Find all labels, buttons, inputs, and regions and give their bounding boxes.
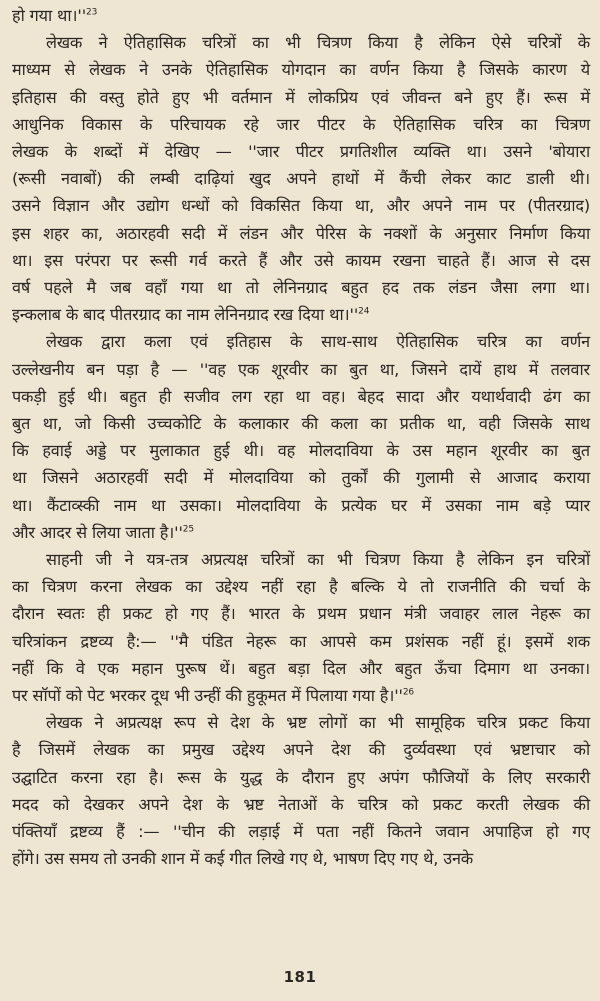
text-line: नहीं कि वे एक महान पुरूष थें। बहुत बड़ा दिल और बहुत ऊँचा दिमाग था उनका। bbox=[12, 658, 590, 678]
footnote-marker: 24 bbox=[358, 306, 370, 317]
text-line: इतिहास की वस्तु होते हुए भी वर्तमान में लोकप्रिय एवं जीवन्त बने हुए हैं। रूस में bbox=[12, 87, 590, 107]
text-line: लेखक ने अप्रत्यक्ष रूप से देश के भ्रष्ट लोगों का भी सामूहिक चरित्र प्रकट किया bbox=[46, 713, 590, 733]
text-line: दौरान स्वतः ही प्रकट हो गए हैं। भारत के प्रथम प्रधान मंत्री जवाहर लाल नेहरू का bbox=[12, 604, 590, 624]
paragraph bbox=[12, 328, 590, 546]
text-line: आधुनिक विकास के परिचायक रहे जार पीटर के ऐतिहासिक चरित्र का चित्रण bbox=[12, 114, 590, 134]
text-line: (रूसी नवाबों) की लम्बी दाढ़ियां खुद अपने हाथों में कैंची लेकर काट डाली थी। bbox=[12, 169, 590, 189]
text-line: उल्लेखनीय बन पड़ा है — ''वह एक शूरवीर का बुत था, जिसने दायें हाथ में तलवार bbox=[12, 359, 590, 379]
text-line: होंगे। उस समय तो उनकी शान में कई गीत लिखे गए थे, भाषण दिए गए थे, उनके bbox=[12, 849, 474, 869]
text-line: पर सॉपों को पेट भरकर दूध भी उन्हीं की हुकूमत में पिलाया गया है।''$^{26}$ bbox=[12, 686, 414, 706]
text-line: कि हवाई अड्डे पर मुलाकात हुई थी। वह मोलदाविया के उस महान शूरवीर का बुत bbox=[12, 441, 590, 461]
paragraph bbox=[12, 2, 590, 29]
paragraph bbox=[12, 29, 590, 328]
text-line: बुत था, जो किसी उच्चकोटि के कलाकार की कला का प्रतीक था, वही जिसके साथ bbox=[12, 414, 590, 434]
text-line: उद्घाटित करना रहा है। रूस के युद्ध के दौरान हुए अपंग फौजियों के लिए सरकारी bbox=[12, 767, 590, 787]
body-text bbox=[12, 2, 590, 873]
text-line: था जिसने अठारहवीं सदी में मोलदाविया को तुर्कों की गुलामी से आजाद कराया bbox=[12, 468, 590, 488]
text-line: इस शहर का, अठारहवी सदी में लंडन और पेरिस के नक्शों के अनुसार निर्माण किया bbox=[12, 223, 590, 243]
paragraph bbox=[12, 709, 590, 872]
text-line: था। कैंटाव्स्की नाम था उसका। मोलदाविया के प्रत्येक घर में उसका नाम बड़े प्यार bbox=[12, 495, 590, 515]
text-line: हो गया था।''$^{23}$ bbox=[12, 6, 98, 25]
text-line: चरित्रांकन द्रष्टव्य है:— ''मै पंडित नेहरू का आपसे कम प्रशंसक नहीं हूं। इसमें शक bbox=[12, 631, 590, 651]
text-line: इन्कलाब के बाद पीतरग्राद का नाम लेनिनग्राद रख दिया था।''$^{24}$ bbox=[12, 305, 370, 325]
text-line: है जिसमें लेखक का प्रमुख उद्देश्य अपने देश की दुर्व्यवस्था एवं भ्रष्टाचार को bbox=[12, 740, 590, 760]
text-line: साहनी जी ने यत्र-तत्र अप्रत्यक्ष चरित्रों का भी चित्रण किया है लेकिन इन चरित्रों bbox=[46, 550, 590, 570]
footnote-marker: 23 bbox=[86, 7, 98, 18]
text-line: माध्यम से लेखक ने उनके ऐतिहासिक योगदान का वर्णन किया है जिसके कारण ये bbox=[12, 60, 590, 80]
text-line: का चित्रण करना लेखक का उद्देश्य नहीं रहा है बल्कि ये तो राजनीति की चर्चा के bbox=[12, 577, 590, 597]
footnote-marker: 26 bbox=[402, 687, 414, 698]
footnote-marker: 25 bbox=[182, 524, 194, 535]
paragraph bbox=[12, 546, 590, 709]
text-line: पंक्तियाँ द्रष्टव्य हैं :— ''चीन की लड़ाई में पता नहीं कितने जवान अपाहिज हो गए bbox=[12, 822, 590, 842]
text-line: उसने विज्ञान और उद्योग धन्धों को विकसित किया था, और अपने नाम पर (पीतरग्राद) bbox=[12, 196, 590, 216]
text-line: पकड़ी हुई थी। बहुत ही सजीव लग रहा था वह। बेहद सादा और यथार्थवादी ढंग का bbox=[12, 386, 590, 406]
text-line: लेखक ने ऐतिहासिक चरित्रों का भी चित्रण किया है लेकिन ऐसे चरित्रों के bbox=[46, 33, 590, 53]
text-line: मदद को देखकर अपने देश के भ्रष्ट नेताओं के चरित्र को प्रकट करती लेखक की bbox=[12, 794, 590, 814]
text-line: लेखक द्वारा कला एवं इतिहास के साथ-साथ ऐतिहासिक चरित्र का वर्णन bbox=[46, 332, 590, 352]
text-line: वर्ष पहले मै जब वहाँ गया था तो लेनिनग्राद बहुत हद तक लंडन जैसा लगा था। bbox=[12, 278, 590, 298]
text-line: था। इस परंपरा पर रूसी गर्व करते हैं और उसे कायम रखना चाहते हैं। आज से दस bbox=[12, 250, 590, 270]
page-number: 181 bbox=[283, 968, 317, 986]
text-line: लेखक के शब्दों में देखिए — ''जार पीटर प्रगतिशील व्यक्ति था। उसने 'बोयारा bbox=[12, 142, 590, 162]
text-line: और आदर से लिया जाता है।''$^{25}$ bbox=[12, 522, 194, 542]
